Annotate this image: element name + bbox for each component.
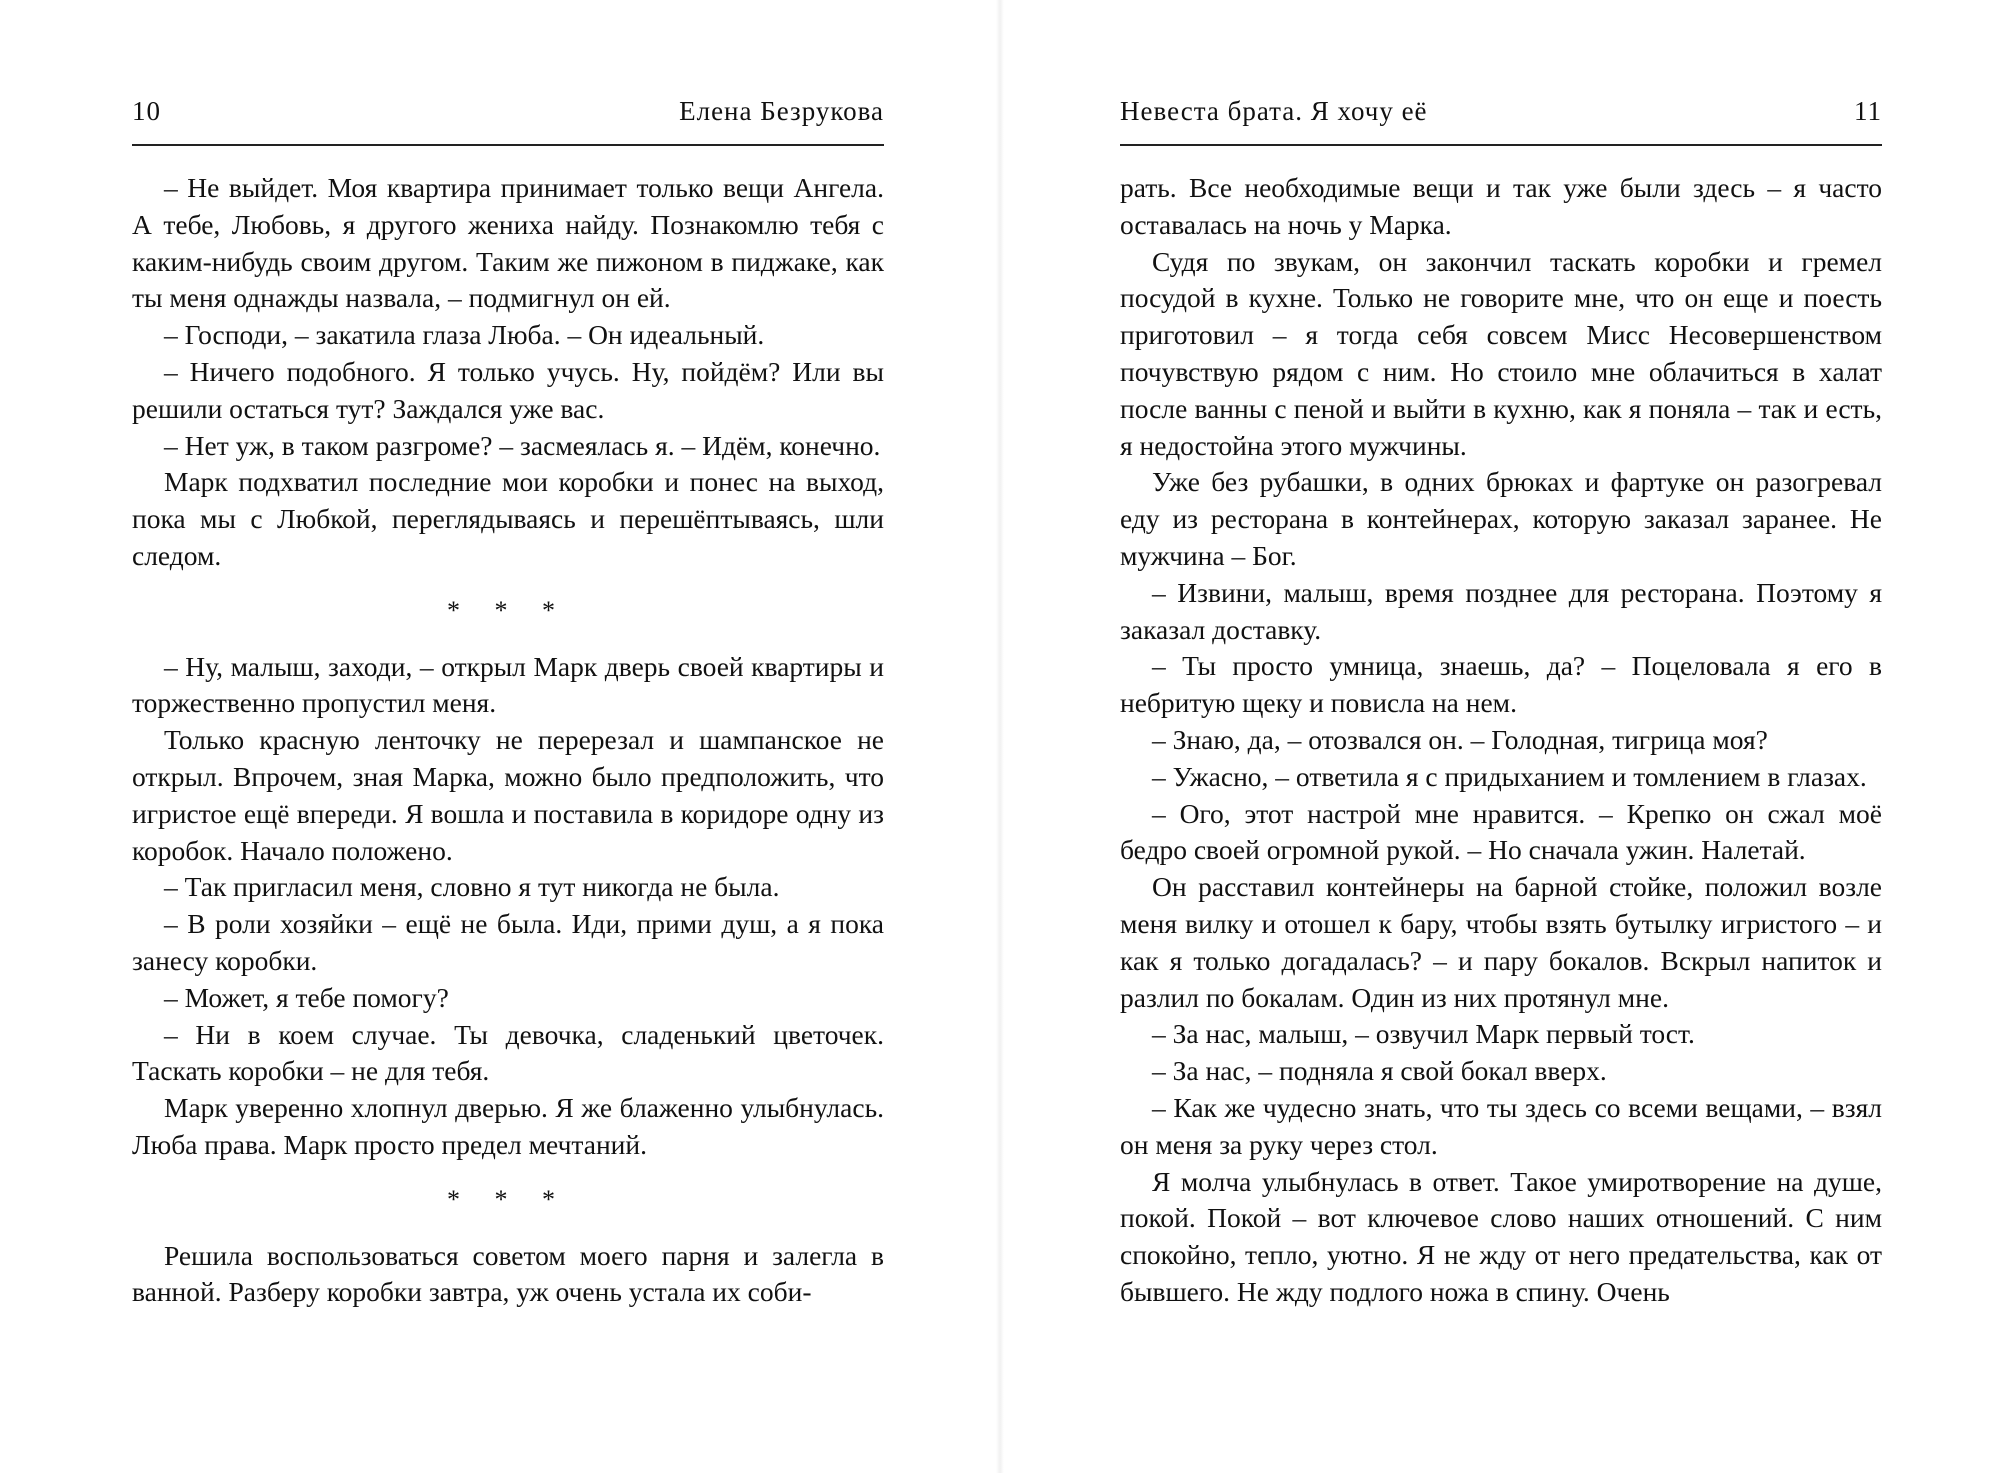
paragraph: – Ну, малыш, заходи, – открыл Марк дверь своей квартиры и торжественно пропустил меня. bbox=[132, 650, 884, 719]
running-head-author: Елена Безрукова bbox=[679, 96, 884, 126]
paragraph: – Ужасно, – ответила я с придыханием и томлением в глазах. bbox=[1152, 760, 1867, 792]
paragraph: – Ничего подобного. Я только учусь. Ну, пойдём? Или вы решили остаться тут? Заждался уже вас. bbox=[132, 355, 884, 424]
page-number: 11 bbox=[1854, 96, 1882, 126]
paragraph: – Ты просто умница, знаешь, да? – Поцеловала я его в небритую щеку и повисла на нем. bbox=[1120, 650, 1882, 719]
paragraph: Марк подхватил последние мои коробки и понес на выход, пока мы с Любкой, переглядываясь и перешёптываясь, шли следом. bbox=[132, 466, 884, 571]
paragraph: – Господи, – закатила глаза Люба. – Он идеальный. bbox=[164, 319, 765, 351]
paragraph: Решила воспользоваться советом моего парня и залегла в ванной. Разберу коробки завтра, уж очень устала их соби- bbox=[132, 1239, 884, 1308]
paragraph: – За нас, малыш, – озвучил Марк первый тост. bbox=[1152, 1018, 1695, 1050]
paragraph: Он расставил контейнеры на барной стойке, положил возле меня вилку и отошел к бару, чтобы взять бутылку игристого – и как я только догадалась? – и пару бокалов. Вскрыл напиток и разлил по бокалам. Один из них протянул мне. bbox=[1120, 871, 1882, 1013]
paragraph-continued: рать. Все необходимые вещи и так уже были здесь – я часто оставалась на ночь у Марка. bbox=[1120, 172, 1882, 240]
page-number: 10 bbox=[132, 96, 161, 126]
paragraph: Марк уверенно хлопнул дверью. Я же блаженно улыбнулась. Люба права. Марк просто предел мечтаний. bbox=[132, 1092, 884, 1160]
paragraph: – Нет уж, в таком разгроме? – засмеялась я. – Идём, конечно. bbox=[164, 429, 881, 461]
paragraph: Я молча улыбнулась в ответ. Такое умиротворение на душе, покой. Покой – вот ключевое слово наших отношений. С ним спокойно, тепло, уютно. Я не жду от него предательства, как от бывшего. Не жду подлого ножа в спину. Очень bbox=[1120, 1165, 1882, 1307]
paragraph: Уже без рубашки, в одних брюках и фартуке он разогревал еду из ресторана в контейнерах, которую заказал заранее. Не мужчина – Бог. bbox=[1120, 466, 1882, 571]
left-page-text bbox=[132, 170, 884, 1311]
header-rule bbox=[1120, 144, 1882, 146]
paragraph: Только красную ленточку не перерезал и шампанское не открыл. Впрочем, зная Марка, можно было предположить, что игристое ещё впереди. Я вошла и поставила в коридоре одну из коробок. Начало положено. bbox=[132, 724, 884, 866]
paragraph: – Извини, малыш, время позднее для ресторана. Поэтому я заказал доставку. bbox=[1120, 576, 1882, 645]
header-rule bbox=[132, 144, 884, 146]
right-page bbox=[1000, 0, 2000, 1473]
scene-separator: * * * bbox=[447, 595, 569, 625]
paragraph: – За нас, – подняла я свой бокал вверх. bbox=[1152, 1055, 1607, 1087]
paragraph: – Может, я тебе помогу? bbox=[164, 981, 449, 1013]
running-head-title: Невеста брата. Я хочу её bbox=[1120, 96, 1428, 126]
left-page-header bbox=[132, 96, 884, 136]
paragraph: – Как же чудесно знать, что ты здесь со всеми вещами, – взял он меня за руку через стол. bbox=[1120, 1091, 1882, 1160]
right-page-header bbox=[1120, 96, 1882, 136]
paragraph: – В роли хозяйки – ещё не была. Иди, прими душ, а я пока занесу коробки. bbox=[132, 908, 884, 976]
scene-separator: * * * bbox=[447, 1184, 569, 1214]
paragraph: Судя по звукам, он закончил таскать коробки и гремел посудой в кухне. Только не говорите мне, что он еще и поесть приготовил – я тогда себя совсем Мисс Несовершенством почувствую рядом с ним. Но стоило мне облачиться в халат после ванны с пеной и выйти в кухню, как я поняла – так и есть, я недостойна этого мужчины. bbox=[1120, 245, 1882, 461]
paragraph: – Не выйдет. Моя квартира принимает только вещи Ангела. А тебе, Любовь, я другого жениха найду. Познакомлю тебя с каким-нибудь своим другом. Таким же пижоном в пиджаке, как ты меня однажды назвала, – подмигнул он ей. bbox=[132, 172, 884, 314]
right-page-text bbox=[1120, 170, 1882, 1311]
paragraph: – Так пригласил меня, словно я тут никогда не была. bbox=[164, 871, 780, 903]
paragraph: – Ого, этот настрой мне нравится. – Крепко он сжал моё бедро своей огромной рукой. – Но сначала ужин. Налетай. bbox=[1120, 797, 1882, 866]
paragraph: – Знаю, да, – отозвался он. – Голодная, тигрица моя? bbox=[1152, 723, 1768, 755]
paragraph: – Ни в коем случае. Ты девочка, сладенький цветочек. Таскать коробки – не для тебя. bbox=[132, 1018, 884, 1087]
